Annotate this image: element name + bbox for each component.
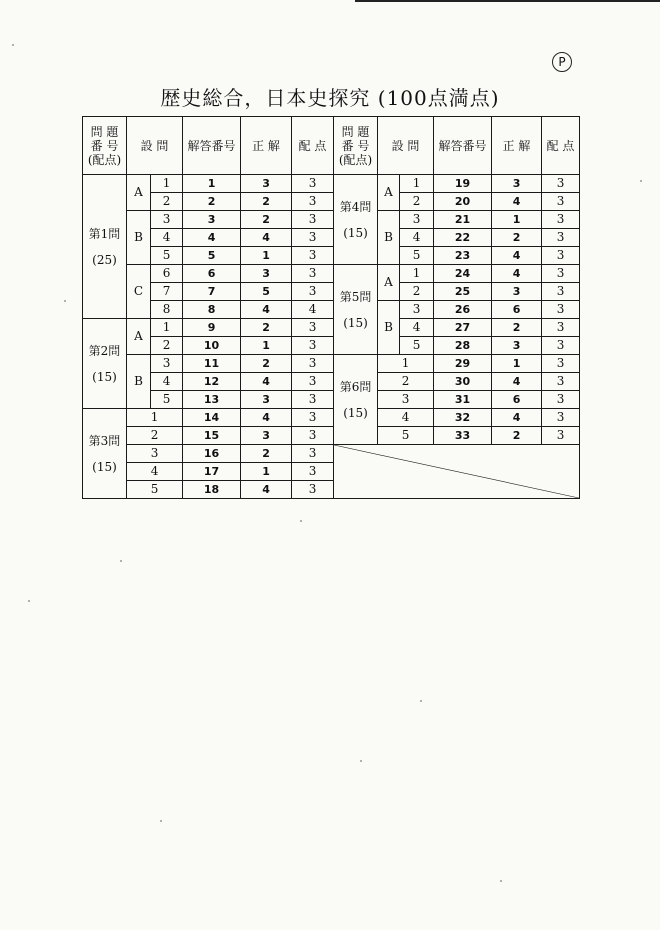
table-row — [83, 247, 580, 265]
question-cell: 3 — [151, 355, 183, 373]
points-cell: 3 — [542, 391, 580, 409]
points-cell: 3 — [542, 337, 580, 355]
correct-answer-cell: 6 — [492, 391, 542, 409]
section-cell-4: 第4問 (15) — [334, 175, 378, 265]
question-cell: 5 — [151, 247, 183, 265]
header-kaito-bango: 解答番号 — [434, 117, 492, 175]
question-cell: 3 — [400, 301, 434, 319]
question-cell: 5 — [127, 481, 183, 499]
answer-number-cell: 17 — [183, 463, 241, 481]
header-haiten: 配 点 — [542, 117, 580, 175]
points-cell: 3 — [542, 211, 580, 229]
points-cell: 3 — [542, 193, 580, 211]
question-cell: 3 — [127, 445, 183, 463]
correct-answer-cell: 3 — [492, 175, 542, 193]
scan-speck — [360, 760, 362, 762]
points-cell: 3 — [292, 481, 334, 499]
question-cell: 4 — [400, 319, 434, 337]
points-cell: 3 — [292, 337, 334, 355]
points-cell: 3 — [292, 229, 334, 247]
correct-answer-cell: 2 — [241, 193, 292, 211]
question-cell: 3 — [378, 391, 434, 409]
question-cell: 6 — [151, 265, 183, 283]
table-row — [83, 391, 580, 409]
table-row — [83, 427, 580, 445]
version-mark: P — [552, 52, 572, 72]
correct-answer-cell: 4 — [241, 409, 292, 427]
section-cell-1: 第1問 (25) — [83, 175, 127, 319]
table-row — [83, 301, 580, 319]
question-cell: 2 — [378, 373, 434, 391]
answer-number-cell: 33 — [434, 427, 492, 445]
correct-answer-cell: 1 — [492, 211, 542, 229]
answer-number-cell: 12 — [183, 373, 241, 391]
table-row — [83, 265, 580, 283]
correct-answer-cell: 4 — [492, 409, 542, 427]
correct-answer-cell: 3 — [492, 283, 542, 301]
question-cell: 4 — [378, 409, 434, 427]
correct-answer-cell: 4 — [241, 373, 292, 391]
answer-number-cell: 24 — [434, 265, 492, 283]
correct-answer-cell: 1 — [241, 247, 292, 265]
correct-answer-cell: 2 — [492, 229, 542, 247]
question-cell: 4 — [400, 229, 434, 247]
header-row — [83, 117, 580, 175]
question-cell: 2 — [400, 283, 434, 301]
answer-number-cell: 10 — [183, 337, 241, 355]
correct-answer-cell: 2 — [241, 211, 292, 229]
question-cell: 1 — [400, 175, 434, 193]
answer-number-cell: 3 — [183, 211, 241, 229]
points-cell: 3 — [292, 193, 334, 211]
scan-speck — [640, 180, 642, 182]
question-cell: 5 — [151, 391, 183, 409]
question-cell: 2 — [400, 193, 434, 211]
answer-number-cell: 9 — [183, 319, 241, 337]
correct-answer-cell: 2 — [492, 427, 542, 445]
group-cell: B — [378, 211, 400, 265]
question-cell: 1 — [400, 265, 434, 283]
scan-speck — [120, 560, 122, 562]
table-row — [83, 229, 580, 247]
correct-answer-cell: 2 — [492, 319, 542, 337]
header-kaito-bango: 解答番号 — [183, 117, 241, 175]
question-cell: 3 — [400, 211, 434, 229]
section-cell-2: 第2問 (15) — [83, 319, 127, 409]
points-cell: 3 — [292, 265, 334, 283]
points-cell: 3 — [292, 175, 334, 193]
points-cell: 3 — [542, 355, 580, 373]
points-cell: 3 — [292, 373, 334, 391]
answer-number-cell: 11 — [183, 355, 241, 373]
answer-number-cell: 28 — [434, 337, 492, 355]
points-cell: 3 — [542, 301, 580, 319]
answer-number-cell: 1 — [183, 175, 241, 193]
correct-answer-cell: 3 — [241, 427, 292, 445]
correct-answer-cell: 3 — [492, 337, 542, 355]
answer-number-cell: 14 — [183, 409, 241, 427]
answer-table — [82, 116, 580, 499]
answer-number-cell: 8 — [183, 301, 241, 319]
group-cell: A — [127, 175, 151, 211]
correct-answer-cell: 3 — [241, 391, 292, 409]
points-cell: 3 — [292, 445, 334, 463]
question-cell: 5 — [400, 337, 434, 355]
points-cell: 3 — [542, 373, 580, 391]
answer-number-cell: 27 — [434, 319, 492, 337]
answer-number-cell: 18 — [183, 481, 241, 499]
question-cell: 5 — [378, 427, 434, 445]
group-cell: B — [127, 211, 151, 265]
points-cell: 4 — [292, 301, 334, 319]
correct-answer-cell: 2 — [241, 319, 292, 337]
header-seikai: 正 解 — [241, 117, 292, 175]
diagonal-line — [334, 445, 579, 498]
question-cell: 2 — [151, 337, 183, 355]
scan-speck — [500, 880, 502, 882]
correct-answer-cell: 3 — [241, 265, 292, 283]
question-cell: 1 — [151, 175, 183, 193]
points-cell: 3 — [292, 463, 334, 481]
question-cell: 1 — [151, 319, 183, 337]
table-row — [83, 445, 580, 463]
top-edge-line — [355, 0, 660, 2]
answer-number-cell: 22 — [434, 229, 492, 247]
question-cell: 1 — [127, 409, 183, 427]
answer-number-cell: 13 — [183, 391, 241, 409]
group-cell: B — [127, 355, 151, 409]
answer-number-cell: 5 — [183, 247, 241, 265]
points-cell: 3 — [542, 265, 580, 283]
table-row — [83, 193, 580, 211]
correct-answer-cell: 4 — [492, 193, 542, 211]
question-cell: 5 — [400, 247, 434, 265]
answer-number-cell: 30 — [434, 373, 492, 391]
answer-number-cell: 25 — [434, 283, 492, 301]
correct-answer-cell: 5 — [241, 283, 292, 301]
correct-answer-cell: 1 — [492, 355, 542, 373]
correct-answer-cell: 4 — [492, 265, 542, 283]
question-cell: 2 — [151, 193, 183, 211]
answer-number-cell: 15 — [183, 427, 241, 445]
page-title: 歴史総合，日本史探究 (100点満点) — [160, 86, 500, 110]
table-row — [83, 355, 580, 373]
table-row — [83, 409, 580, 427]
correct-answer-cell: 6 — [492, 301, 542, 319]
question-cell: 4 — [127, 463, 183, 481]
header-mondai: 問 題 番 号 (配点) — [334, 117, 378, 175]
answer-number-cell: 31 — [434, 391, 492, 409]
question-cell: 1 — [378, 355, 434, 373]
correct-answer-cell: 4 — [241, 229, 292, 247]
group-cell: A — [127, 319, 151, 355]
answer-number-cell: 23 — [434, 247, 492, 265]
question-cell: 8 — [151, 301, 183, 319]
correct-answer-cell: 1 — [241, 337, 292, 355]
points-cell: 3 — [292, 319, 334, 337]
scan-speck — [28, 600, 30, 602]
section-cell-5: 第5問 (15) — [334, 265, 378, 355]
answer-number-cell: 29 — [434, 355, 492, 373]
scan-speck — [64, 300, 66, 302]
header-haiten: 配 点 — [292, 117, 334, 175]
scan-speck — [160, 820, 162, 822]
group-cell: A — [378, 175, 400, 211]
answer-number-cell: 2 — [183, 193, 241, 211]
points-cell: 3 — [542, 427, 580, 445]
answer-number-cell: 4 — [183, 229, 241, 247]
group-cell: B — [378, 301, 400, 355]
answer-number-cell: 16 — [183, 445, 241, 463]
section-cell-3: 第3問 (15) — [83, 409, 127, 499]
correct-answer-cell: 2 — [241, 355, 292, 373]
table-row — [83, 175, 580, 193]
answer-number-cell: 7 — [183, 283, 241, 301]
table-row — [83, 337, 580, 355]
points-cell: 3 — [292, 391, 334, 409]
question-cell: 7 — [151, 283, 183, 301]
table-row — [83, 373, 580, 391]
points-cell: 3 — [542, 409, 580, 427]
header-seikai: 正 解 — [492, 117, 542, 175]
answer-number-cell: 21 — [434, 211, 492, 229]
blank-diagonal-cell — [334, 445, 580, 499]
question-cell: 4 — [151, 229, 183, 247]
table-row — [83, 211, 580, 229]
answer-number-cell: 32 — [434, 409, 492, 427]
scan-speck — [420, 700, 422, 702]
correct-answer-cell: 4 — [492, 373, 542, 391]
correct-answer-cell: 4 — [492, 247, 542, 265]
correct-answer-cell: 4 — [241, 481, 292, 499]
answer-number-cell: 6 — [183, 265, 241, 283]
correct-answer-cell: 1 — [241, 463, 292, 481]
correct-answer-cell: 2 — [241, 445, 292, 463]
points-cell: 3 — [292, 211, 334, 229]
correct-answer-cell: 3 — [241, 175, 292, 193]
header-mondai: 問 題 番 号 (配点) — [83, 117, 127, 175]
points-cell: 3 — [542, 175, 580, 193]
scan-speck — [300, 520, 302, 522]
answer-number-cell: 20 — [434, 193, 492, 211]
table-row — [83, 283, 580, 301]
points-cell: 3 — [292, 283, 334, 301]
points-cell: 3 — [292, 409, 334, 427]
question-cell: 3 — [151, 211, 183, 229]
group-cell: C — [127, 265, 151, 319]
header-setsumon: 設 問 — [127, 117, 183, 175]
points-cell: 3 — [292, 427, 334, 445]
answer-number-cell: 19 — [434, 175, 492, 193]
points-cell: 3 — [542, 283, 580, 301]
points-cell: 3 — [542, 247, 580, 265]
question-cell: 4 — [151, 373, 183, 391]
table-row — [83, 319, 580, 337]
points-cell: 3 — [542, 319, 580, 337]
scan-speck — [12, 44, 14, 46]
question-cell: 2 — [127, 427, 183, 445]
answer-number-cell: 26 — [434, 301, 492, 319]
points-cell: 3 — [292, 247, 334, 265]
group-cell: A — [378, 265, 400, 301]
points-cell: 3 — [292, 355, 334, 373]
points-cell: 3 — [542, 229, 580, 247]
section-cell-6: 第6問 (15) — [334, 355, 378, 445]
correct-answer-cell: 4 — [241, 301, 292, 319]
header-setsumon: 設 問 — [378, 117, 434, 175]
